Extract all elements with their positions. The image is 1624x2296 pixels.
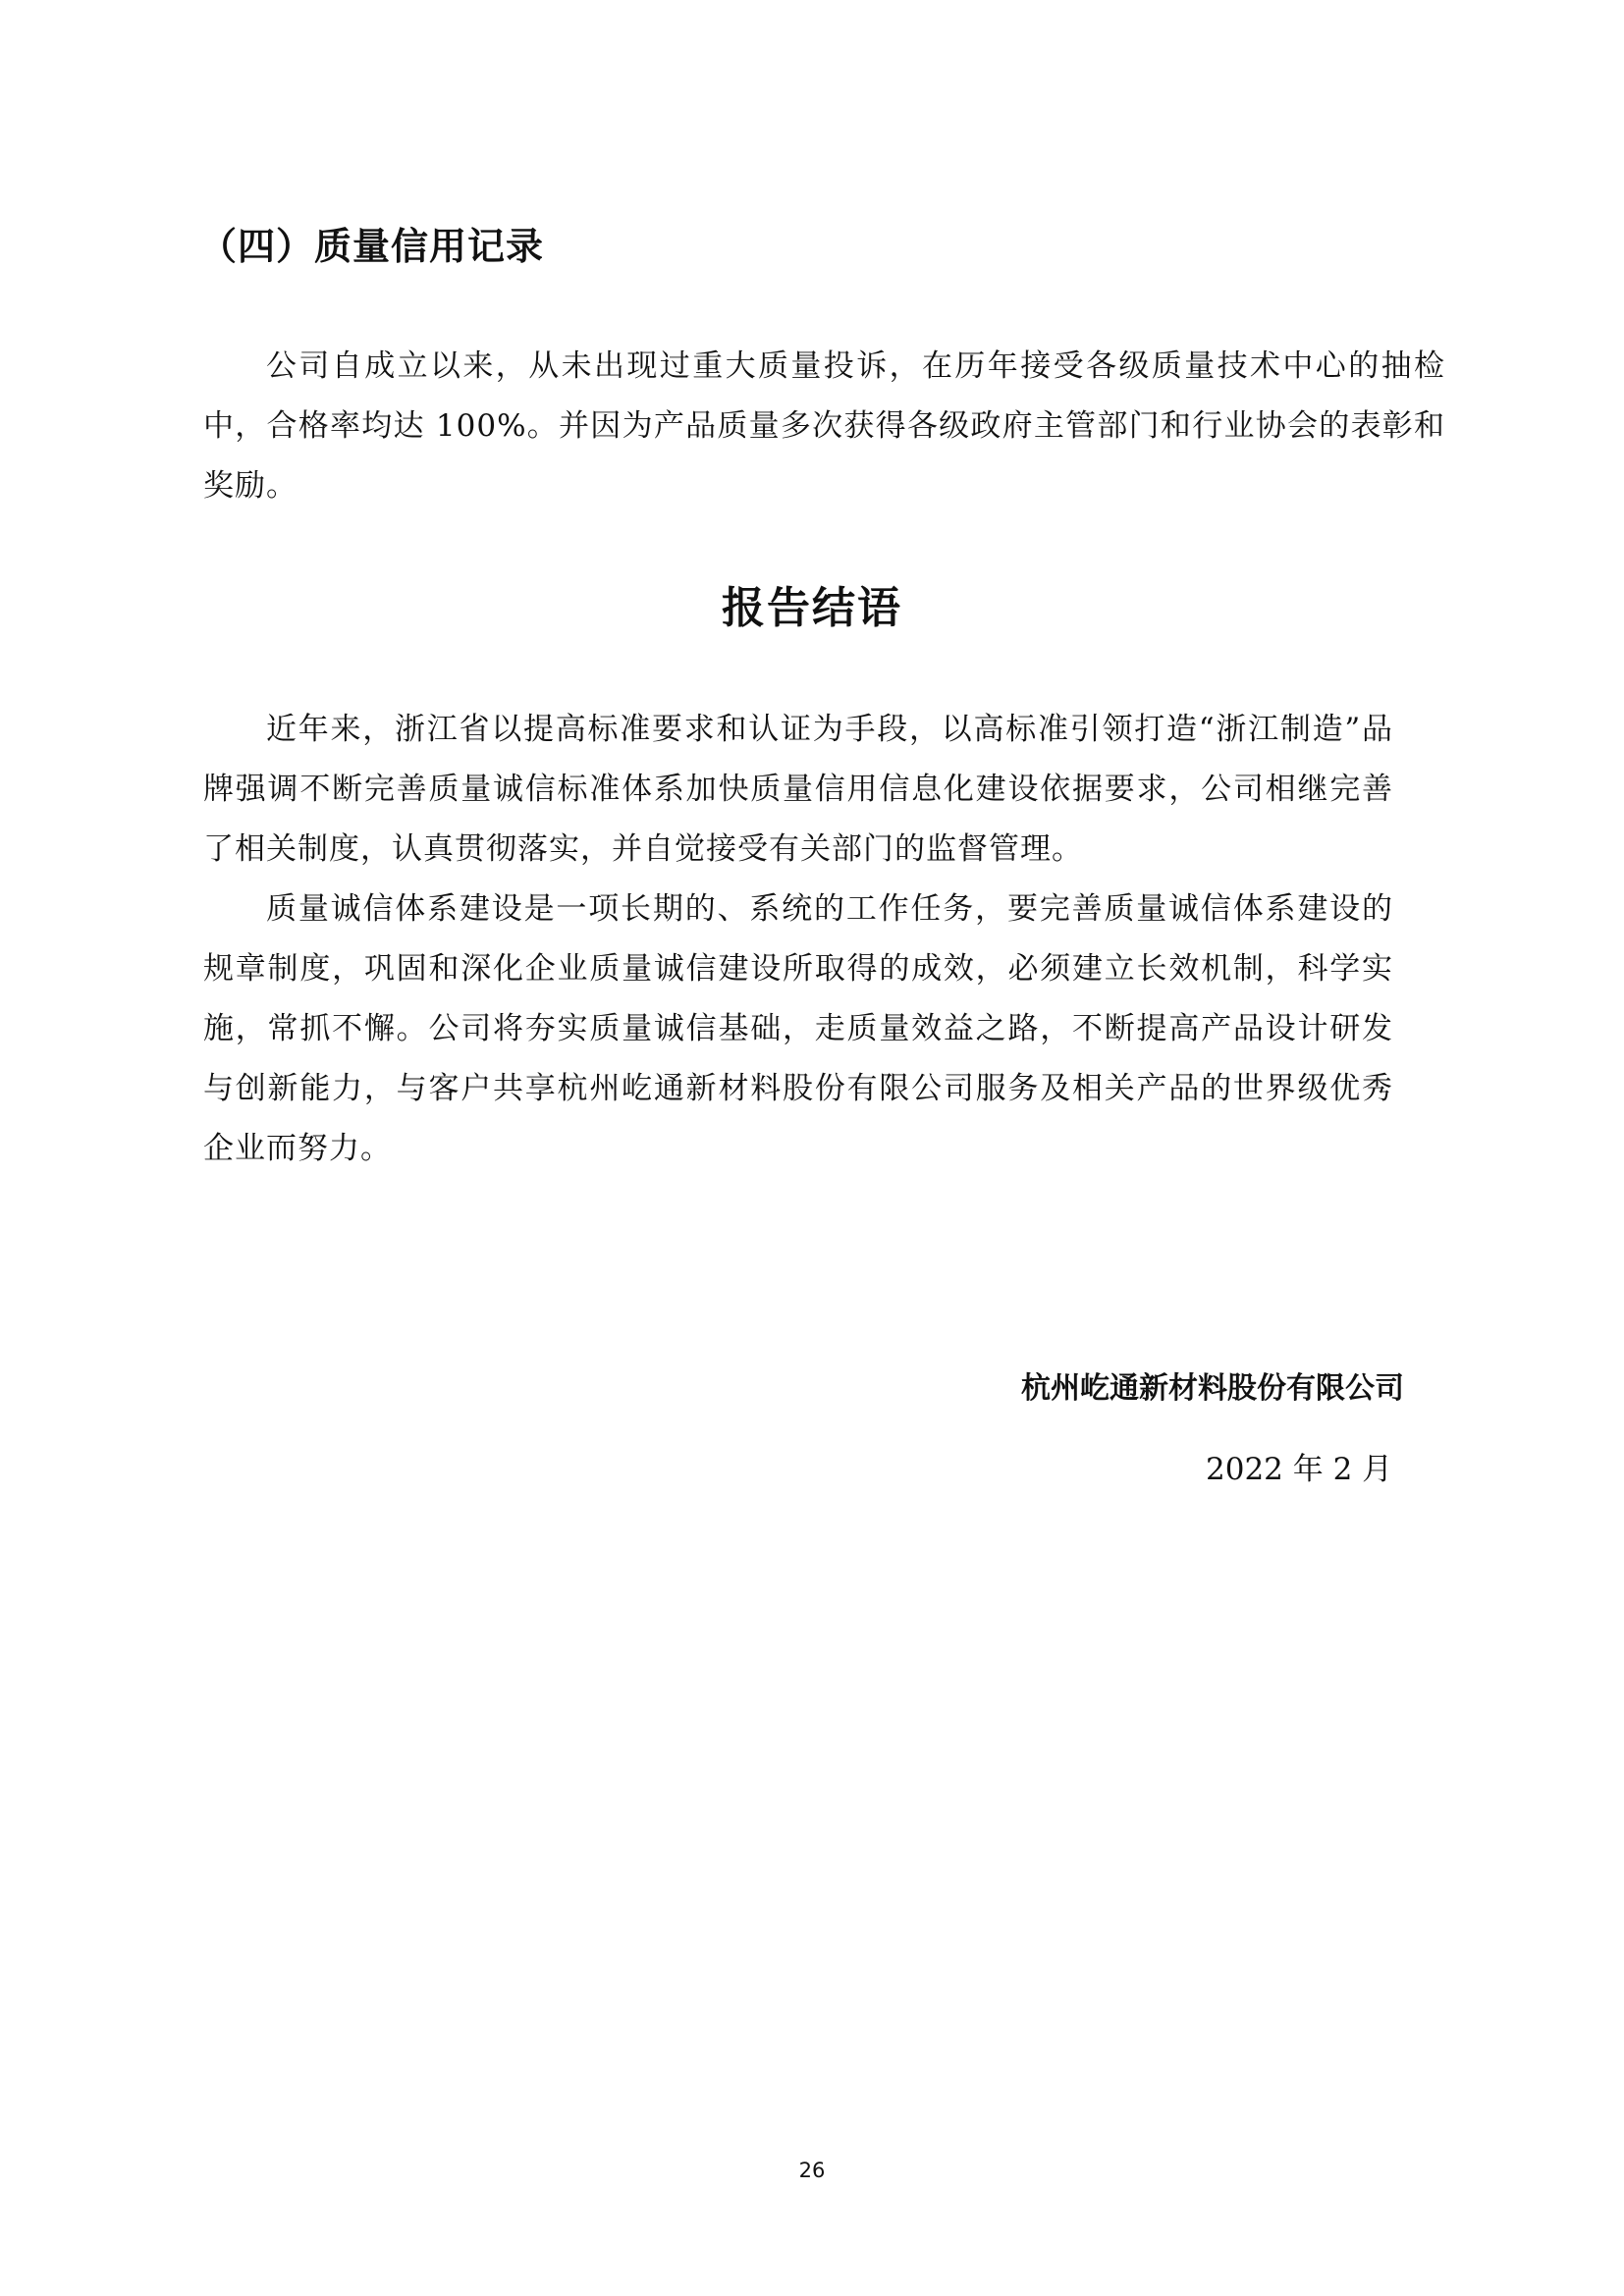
- conclusion-paragraph-2: 质量诚信体系建设是一项长期的、系统的工作任务，要完善质量诚信体系建设的规章制度，巩固和深化企业质量诚信建设所取得的成效，必须建立长效机制，科学实施，常抓不懈。公司将夯实质量诚信基础，走质量效益之路，不断提高产品设计研发与创新能力，与客户共享杭州屹通新材料股份有限公司服务及相关产品的世界级优秀企业而努力。: [203, 891, 1393, 1166]
- signature-company: 杭州屹通新材料股份有限公司: [1021, 1371, 1404, 1406]
- quality-credit-paragraph: 公司自成立以来，从未出现过重大质量投诉，在历年接受各级质量技术中心的抽检中，合格率均达 100%。并因为产品质量多次获得各级政府主管部门和行业协会的表彰和奖励。: [203, 348, 1445, 504]
- report-conclusion-title: 报告结语: [722, 583, 902, 633]
- page-number: 26: [798, 2159, 826, 2182]
- signature-date: 2022 年 2 月: [1206, 1452, 1393, 1487]
- section-heading: （四）质量信用记录: [199, 225, 545, 268]
- conclusion-paragraph-1: 近年来，浙江省以提高标准要求和认证为手段，以高标准引领打造“浙江制造”品牌强调不断完善质量诚信标准体系加快质量信用信息化建设依据要求，公司相继完善了相关制度，认真贯彻落实，并自觉接受有关部门的监督管理。: [203, 712, 1393, 867]
